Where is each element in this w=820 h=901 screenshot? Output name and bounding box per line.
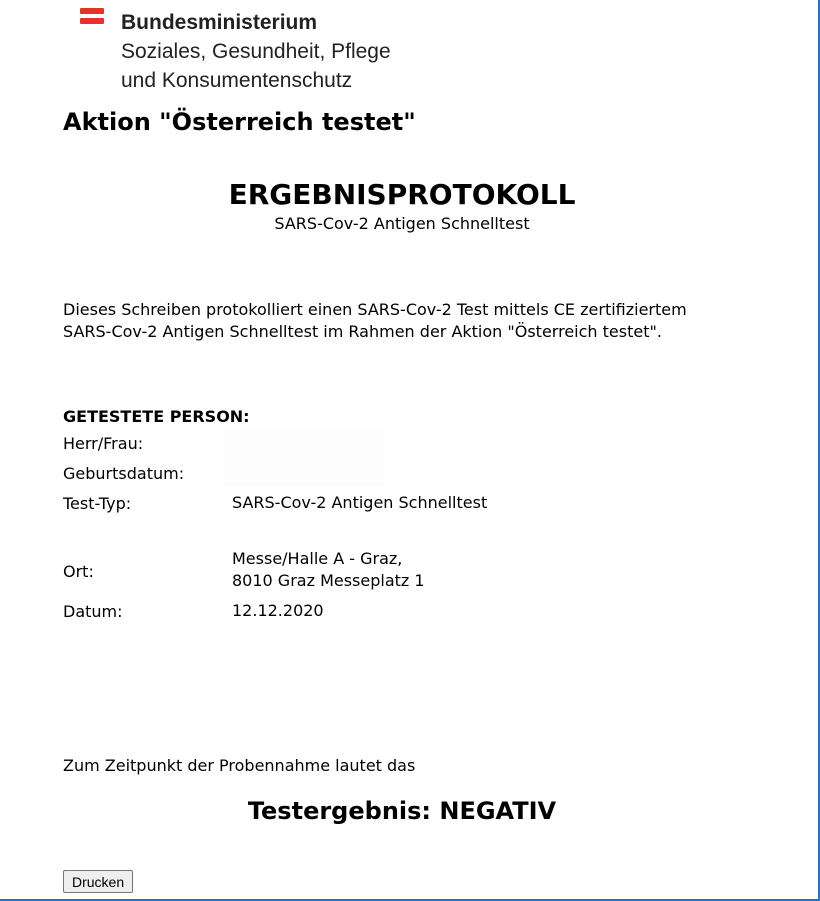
result-statement: Zum Zeitpunkt der Probennahme lautet das xyxy=(63,756,416,775)
action-title: Aktion "Österreich testet" xyxy=(63,108,416,136)
place-line1: Messe/Halle A - Graz, xyxy=(232,549,403,568)
place-label: Ort: xyxy=(63,562,94,581)
ministry-name xyxy=(121,8,481,95)
person-heading: GETESTETE PERSON: xyxy=(63,407,250,426)
intro-paragraph: Dieses Schreiben protokolliert einen SARS-Cov-2 Test mittels CE zertifiziertem SARS-Cov-2 Antigen Schnelltest im Rahmen der Aktion "Österreich testet". xyxy=(63,300,687,341)
place-line2: 8010 Graz Messeplatz 1 xyxy=(232,571,425,590)
redacted-area xyxy=(222,428,384,486)
ministry-name-line3: und Konsumentenschutz xyxy=(121,69,353,92)
test-type-value: SARS-Cov-2 Antigen Schnelltest xyxy=(232,493,488,512)
document-title: ERGEBNISPROTOKOLL xyxy=(228,178,576,211)
ministry-name-line2: Soziales, Gesundheit, Pflege xyxy=(121,40,391,63)
test-type-label: Test-Typ: xyxy=(63,494,132,513)
test-result: Testergebnis: NEGATIV xyxy=(247,797,557,825)
austrian-flag-icon xyxy=(80,8,104,24)
print-button[interactable]: Drucken xyxy=(63,870,133,893)
birthdate-label: Geburtsdatum: xyxy=(63,464,185,483)
document-subtitle: SARS-Cov-2 Antigen Schnelltest xyxy=(274,214,530,233)
place-value xyxy=(232,548,425,592)
ministry-name-line1: Bundesministerium xyxy=(121,11,318,34)
name-label: Herr/Frau: xyxy=(63,434,144,453)
date-value: 12.12.2020 xyxy=(232,601,324,620)
date-label: Datum: xyxy=(63,602,123,621)
